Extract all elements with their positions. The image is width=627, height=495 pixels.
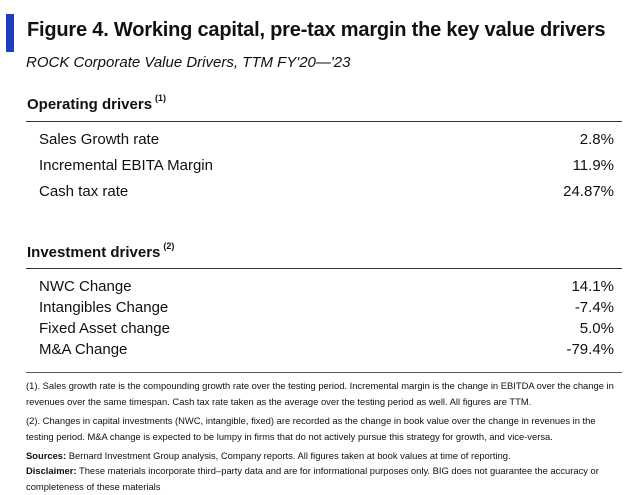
table-row xyxy=(39,278,614,295)
row-value: -7.4% xyxy=(574,299,614,316)
row-value: -79.4% xyxy=(566,341,614,358)
figure-title: Figure 4. Working capital, pre-tax margin the key value drivers xyxy=(27,19,606,41)
row-value: 2.8% xyxy=(579,131,614,148)
row-label: M&A Change xyxy=(39,341,128,358)
investment-heading-text: Investment drivers xyxy=(27,244,161,261)
row-value: 14.1% xyxy=(571,278,614,295)
investment-divider xyxy=(26,268,622,269)
sources-text: Bernard Investment Group analysis, Company reports. All figures taken at book values at time of reporting. xyxy=(66,450,511,461)
table-row xyxy=(39,320,614,337)
table-row xyxy=(39,299,614,316)
sources-label: Sources: xyxy=(26,450,67,461)
operating-drivers-heading xyxy=(27,93,167,113)
investment-drivers-heading xyxy=(27,241,175,261)
disclaimer-text: These materials incorporate third–party data and are for informational purposes only. BIG does not guarantee the accuracy or completeness of these materials xyxy=(26,465,599,492)
table-row xyxy=(39,157,614,174)
row-label: Intangibles Change xyxy=(39,299,169,316)
footnote-divider xyxy=(26,372,622,373)
row-label: Incremental EBITA Margin xyxy=(39,157,213,174)
figure-subtitle: ROCK Corporate Value Drivers, TTM FY'20—'23 xyxy=(26,54,351,71)
table-row xyxy=(39,183,614,200)
row-label: NWC Change xyxy=(39,278,132,295)
table-row xyxy=(39,131,614,148)
row-value: 24.87% xyxy=(563,183,614,200)
footnote-1: (1). Sales growth rate is the compounding growth rate over the testing period. Incremental margin is the change in EBITDA over the change in revenues over the same timespan. Cash tax rate taken as the average over the testing period as well. All figures are TTM. xyxy=(26,380,614,407)
operating-heading-text: Operating drivers xyxy=(27,96,153,113)
row-label: Fixed Asset change xyxy=(39,320,170,337)
row-value: 11.9% xyxy=(572,157,614,174)
row-label: Sales Growth rate xyxy=(39,131,160,148)
operating-divider xyxy=(26,121,622,122)
disclaimer-note xyxy=(26,463,624,495)
title-accent-bar xyxy=(6,14,14,52)
sources-note xyxy=(26,448,624,464)
table-row xyxy=(39,341,614,358)
operating-note-ref: (1) xyxy=(155,93,167,103)
row-value: 5.0% xyxy=(579,320,614,337)
disclaimer-label: Disclaimer: xyxy=(26,465,77,476)
investment-note-ref: (2) xyxy=(163,241,175,251)
row-label: Cash tax rate xyxy=(39,183,129,200)
footnote-2: (2). Changes in capital investments (NWC, intangible, fixed) are recorded as the change in book value over the change in revenues in the testing period. M&A change is expected to be lumpy in firms that do not actively pursue this strategy for growth, and vice-versa. xyxy=(26,415,596,442)
